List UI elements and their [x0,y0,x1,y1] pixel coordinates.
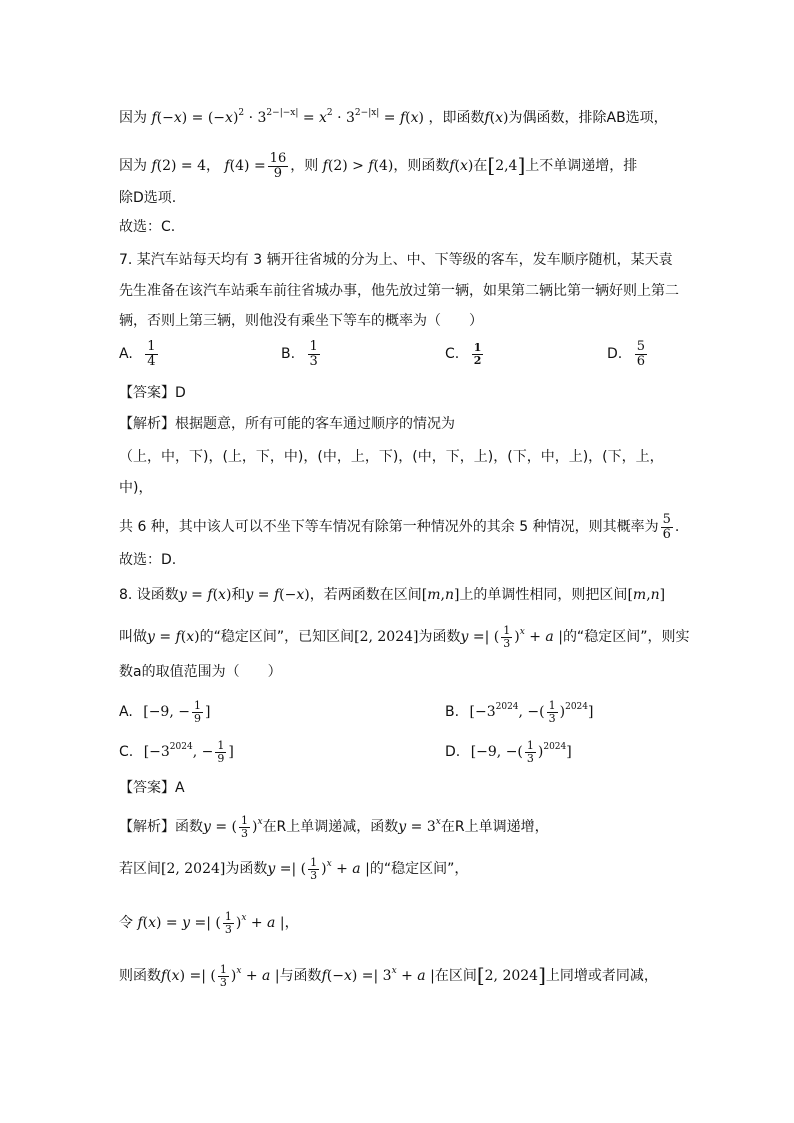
q8-options-row-1 [119,694,679,730]
solution-line-2: 因为 f(2) = 4， f(4) = $\frac{16}{9}$ ，则 f(2) > f(4)，则函数f(x)在[2,4]上不单调递增，排 [119,150,638,181]
text: 上不单调递增，排 [525,158,638,174]
fraction-16-9: $\frac{16}{9}$ [269,150,287,181]
q7-option-d: D. $\frac{5}{6}$ [607,338,645,369]
interval-2-4: [ [487,153,496,177]
text: ，即函数 [428,110,485,126]
text: ， [206,158,221,174]
q7-solution-line-4: 共 6 种，其中该人可以不坐下等车情况有除第一种情况外的其余 5 种情况，则其概率为 $\frac{5}{6}$ . [119,511,680,542]
q8-options-row-2 [119,734,679,770]
q7-option-b: B. $\frac{1}{3}$ [281,338,318,369]
text: ，则函数 [393,158,450,174]
q7-solution-line-3: 中)， [119,480,153,496]
q7-text-line-1: 7. 某汽车站每天均有 3 辆开往省城的分为上、中、下等级的客车，发车顺序随机，某天袁 [119,252,673,268]
q8-option-b: B. [$-3^{2024}$, −( $\frac{1}{3}$ )$^{2024}$] [445,698,594,725]
fraction-5-6: $\frac{5}{6}$ [662,511,671,542]
q7-text-line-3: 辆，否则上第三辆，则他没有乘坐下等车的概率为（ ） [119,313,483,329]
q8-solution-line-3: 令 f(x) = y =| ( $\frac{1}{3}$ )$^x$ + a |， [119,909,299,936]
text: ，则 [290,158,319,174]
solution-line-1: 因为 $f(-x) = (-x)^2 \cdot 3^{2-|-x|} = x^2 \cdot 3^{2-|x|} = f(x)$ ，即函数f(x)为偶函数，排除AB选项， [119,108,668,126]
q7-option-a: A. $\frac{1}{4}$ [119,338,156,369]
q8-text-line-3: 数a的取值范围为（ ） [119,664,282,680]
formula-even-check: f [151,110,157,126]
q7-option-c: C. $\frac{1}{2}$ [445,340,482,367]
solution-line-3: 除D选项. [119,190,177,206]
q8-option-a: A. [−9, − $\frac{1}{9}$ ] [119,698,211,725]
q8-solution-line-2: 若区间[2, 2024]为函数y =| ( $\frac{1}{3}$ )$^x$ + a |的“稳定区间”， [119,855,469,882]
q7-answer: 【答案】D [119,385,186,401]
q8-option-c: C. [$-3^{2024}$, − $\frac{1}{9}$ ] [119,738,234,765]
q8-text-line-1: 8. 设函数y = f(x)和y = f(−x)，若两函数在区间[m,n]上的单调性相同，则把区间[m,n] [119,587,666,603]
text: 为偶函数，排除AB选项， [508,110,668,126]
q7-solution-line-1: 【解析】根据题意，所有可能的客车通过顺序的情况为 [119,416,455,432]
q7-options [119,336,679,372]
q8-option-d: D. [−9, −( $\frac{1}{3}$ )$^{2024}$] [445,738,572,765]
q8-answer: 【答案】A [119,780,185,796]
q8-text-line-2: 叫做y = f(x)的“稳定区间”，已知区间[2, 2024]为函数y =| ( $\frac{1}{3}$ )$^x$ + a |的“稳定区间”，则实 [119,623,690,650]
q8-solution-line-4: 则函数f(x) =| ( $\frac{1}{3}$ )$^x$ + a |与函数f(−x) =| $3^x + a$ |在区间[2, 2024]上同增或者同减， [119,962,658,989]
q7-solution-line-2: （上，中，下)，(上，下，中)，(中，上，下)，(中，下，上)，(下，中，上)，(下，上， [119,449,664,465]
q8-solution-line-1: 【解析】函数y = ( $\frac{1}{3}$ )$^x$在R上单调递减，函数$y = 3^x$在R上单调递增， [119,813,549,840]
answer-choice-line: 故选：C. [119,219,176,235]
q7-text-line-2: 先生准备在该汽车站乘车前往省城办事，他先放过第一辆，如果第二辆比第一辆好则上第二 [119,283,679,299]
text: 因为 [119,158,147,174]
text: 在 [473,158,488,174]
q7-solution-line-5: 故选：D. [119,552,177,568]
text: 因为 [119,110,147,126]
